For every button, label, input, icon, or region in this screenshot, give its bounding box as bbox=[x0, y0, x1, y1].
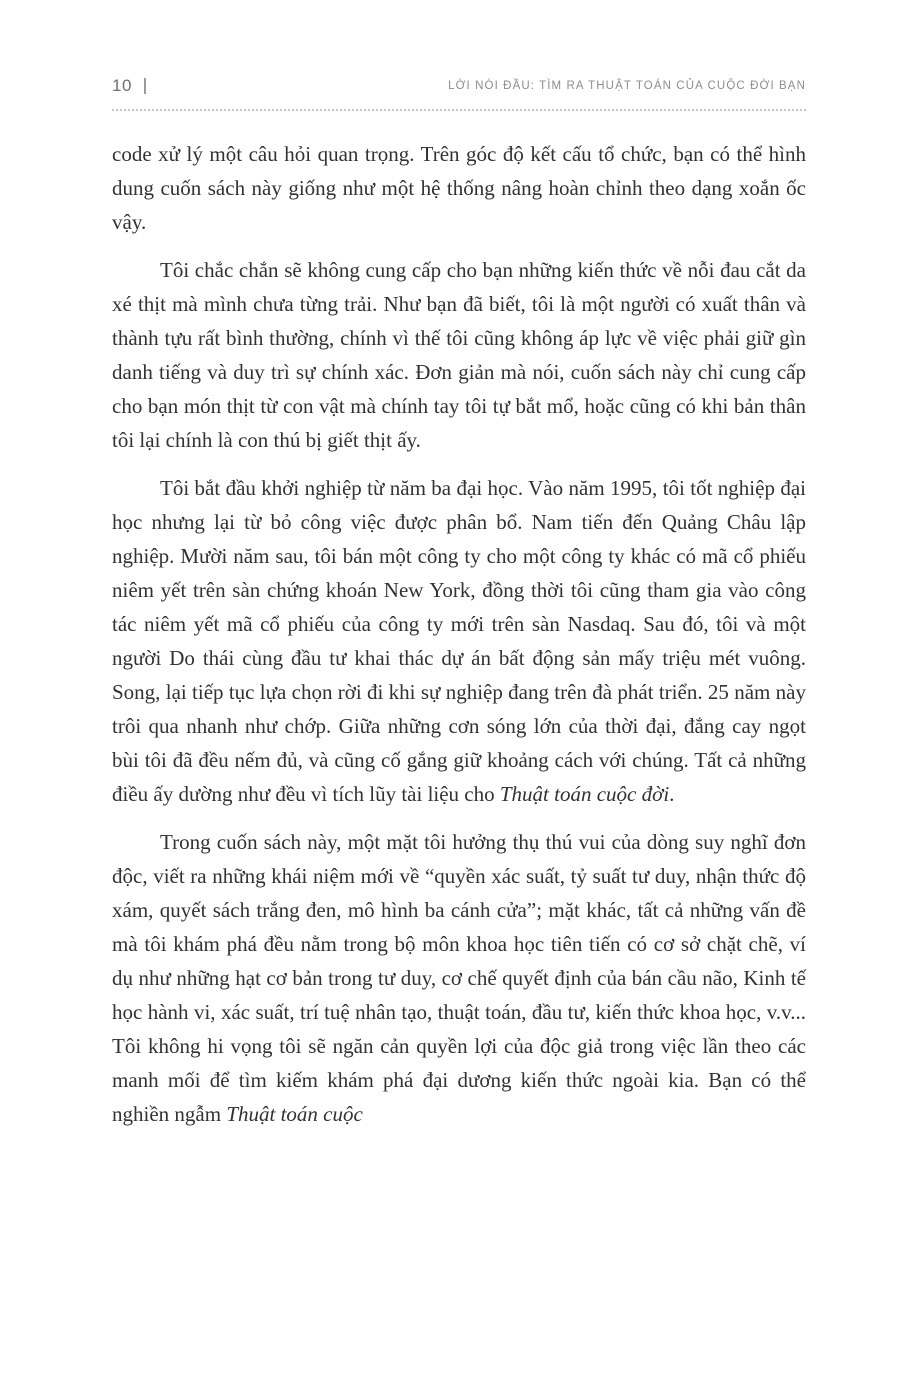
book-title-reference: Thuật toán cuộc bbox=[226, 1102, 363, 1126]
page-number: 10 bbox=[112, 76, 132, 95]
page-number-divider bbox=[144, 78, 146, 94]
paragraph bbox=[112, 253, 806, 457]
book-title-reference: Thuật toán cuộc đời bbox=[499, 782, 670, 806]
paragraph-text: . bbox=[669, 782, 675, 806]
dotted-rule bbox=[112, 109, 806, 111]
paragraph-text: Tôi chắc chắn sẽ không cung cấp cho bạn những kiến thức về nỗi đau cắt da xé thịt mà mình chưa từng trải. Như bạn đã biết, tôi là một người có xuất thân và thành tựu rất bình thường, chính vì thế tôi cũng không áp lực về việc phải giữ gìn danh tiếng và duy trì sự chính xác. Đơn giản mà nói, cuốn sách này chỉ cung cấp cho bạn món thịt từ con vật mà chính tay tôi tự bắt mổ, hoặc cũng có khi bản thân tôi lại chính là con thú bị giết thịt ấy. bbox=[112, 258, 806, 452]
page-number-wrap bbox=[112, 76, 146, 96]
paragraph-text: Tôi bắt đầu khởi nghiệp từ năm ba đại học. Vào năm 1995, tôi tốt nghiệp đại học nhưng lại từ bỏ công việc được phân bổ. Nam tiến đến Quảng Châu lập nghiệp. Mười năm sau, tôi bán một công ty cho một công ty khác có mã cổ phiếu niêm yết trên sàn chứng khoán New York, đồng thời tôi cũng tham gia vào công tác niêm yết mã cổ phiếu của công ty mới trên sàn Nasdaq. Sau đó, tôi và một người Do thái cùng đầu tư khai thác dự án bất động sản mấy triệu mét vuông. Song, lại tiếp tục lựa chọn rời đi khi sự nghiệp đang trên đà phát triển. 25 năm này trôi qua nhanh như chớp. Giữa những cơn sóng lớn của thời đại, đắng cay ngọt bùi tôi đã đều nếm đủ, và cũng cố gắng giữ khoảng cách với chúng. Tất cả những điều ấy dường như đều vì tích lũy tài liệu cho bbox=[112, 476, 806, 806]
page-header bbox=[112, 74, 806, 98]
paragraph bbox=[112, 471, 806, 811]
running-title: LỜI NÓI ĐẦU: TÌM RA THUẬT TOÁN CỦA CUỘC ĐỜI BẠN bbox=[448, 80, 806, 92]
paragraph bbox=[112, 137, 806, 239]
page-body bbox=[112, 137, 806, 1131]
paragraph-text: Trong cuốn sách này, một mặt tôi hưởng thụ thú vui của dòng suy nghĩ đơn độc, viết ra những khái niệm mới về “quyền xác suất, tỷ suất tư duy, nhận thức độ xám, quyết sách trắng đen, mô hình ba cánh cửa”; mặt khác, tất cả những vấn đề mà tôi khám phá đều nằm trong bộ môn khoa học tiên tiến có cơ sở chặt chẽ, ví dụ như những hạt cơ bản trong tư duy, cơ chế quyết định của bán cầu não, Kinh tế học hành vi, xác suất, trí tuệ nhân tạo, thuật toán, đầu tư, kiến thức khoa học, v.v... Tôi không hi vọng tôi sẽ ngăn cản quyền lợi của độc giả trong việc lần theo các manh mối để tìm kiếm khám phá đại dương kiến thức ngoài kia. Bạn có thể nghiền ngẫm bbox=[112, 830, 806, 1126]
paragraph bbox=[112, 825, 806, 1131]
paragraph-text: code xử lý một câu hỏi quan trọng. Trên góc độ kết cấu tổ chức, bạn có thể hình dung cuốn sách này giống như một hệ thống nâng hoàn chỉnh theo dạng xoắn ốc vậy. bbox=[112, 142, 806, 234]
